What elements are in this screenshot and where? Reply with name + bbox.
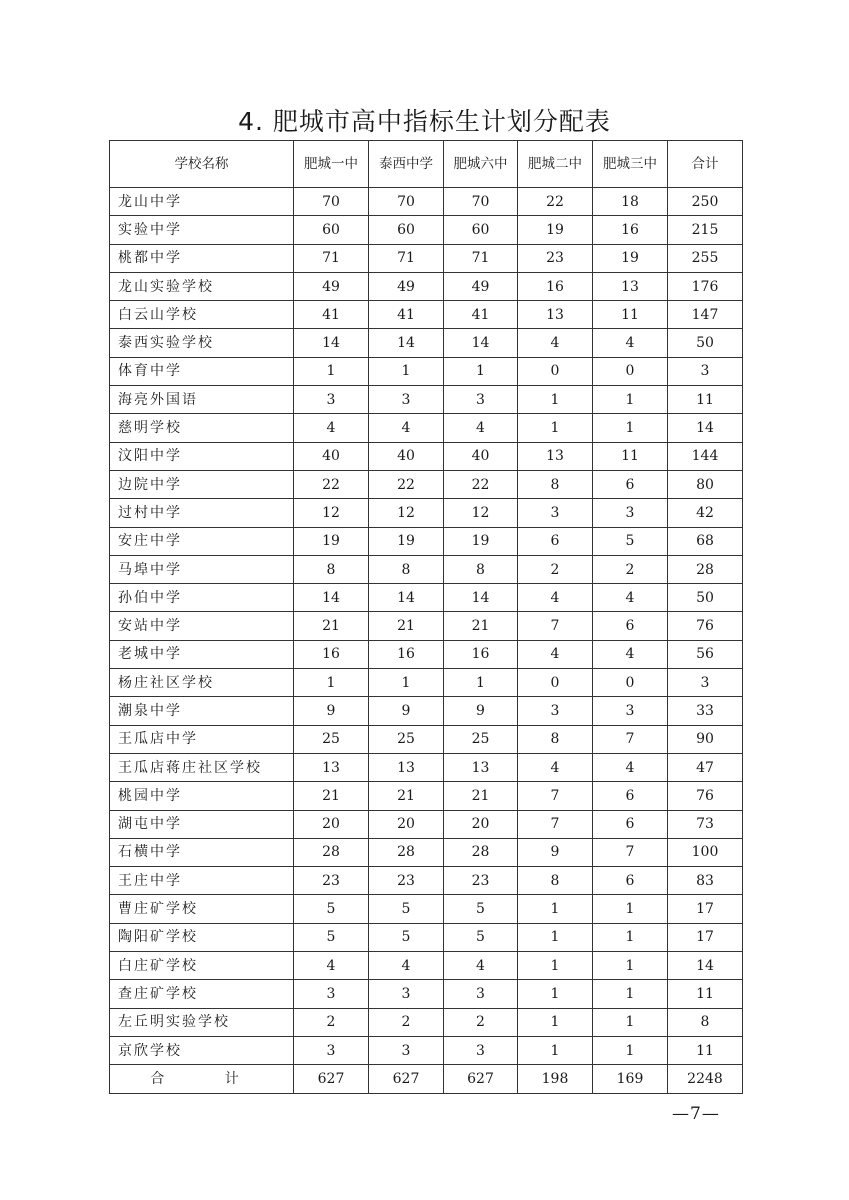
quota-cell: 144	[668, 442, 743, 470]
quota-cell: 4	[518, 753, 593, 781]
quota-cell: 1	[518, 1036, 593, 1064]
table-row	[110, 188, 743, 216]
school-name-cell: 杨庄社区学校	[110, 669, 294, 697]
school-name-cell: 安站中学	[110, 612, 294, 640]
quota-cell: 1	[444, 669, 518, 697]
header-school-name: 学校名称	[110, 141, 294, 188]
quota-cell: 3	[593, 697, 668, 725]
quota-cell: 3	[518, 499, 593, 527]
school-name-cell: 马埠中学	[110, 555, 294, 583]
quota-cell: 0	[593, 669, 668, 697]
quota-cell: 1	[294, 357, 369, 385]
table-row	[110, 640, 743, 668]
school-name-cell: 泰西实验学校	[110, 329, 294, 357]
quota-cell: 70	[444, 188, 518, 216]
quota-cell: 5	[369, 895, 444, 923]
quota-cell: 16	[593, 216, 668, 244]
school-name-cell: 慈明学校	[110, 414, 294, 442]
quota-cell: 60	[369, 216, 444, 244]
header-feicheng-no6: 肥城六中	[444, 141, 518, 188]
school-name-cell: 左丘明实验学校	[110, 1008, 294, 1036]
quota-cell: 0	[518, 669, 593, 697]
school-name-cell: 陶阳矿学校	[110, 923, 294, 951]
quota-cell: 33	[668, 697, 743, 725]
quota-cell: 18	[593, 188, 668, 216]
quota-cell: 22	[369, 470, 444, 498]
table-row	[110, 1008, 743, 1036]
quota-cell: 1	[593, 1036, 668, 1064]
school-name-cell: 石横中学	[110, 838, 294, 866]
quota-cell: 21	[294, 782, 369, 810]
quota-cell: 7	[518, 810, 593, 838]
quota-cell: 50	[668, 584, 743, 612]
quota-cell: 28	[444, 838, 518, 866]
quota-cell: 14	[294, 584, 369, 612]
quota-cell: 40	[369, 442, 444, 470]
quota-cell: 23	[518, 244, 593, 272]
table-row	[110, 272, 743, 300]
quota-cell: 3	[369, 1036, 444, 1064]
header-feicheng-no2: 肥城二中	[518, 141, 593, 188]
quota-cell: 4	[593, 584, 668, 612]
quota-cell: 60	[444, 216, 518, 244]
quota-cell: 4	[518, 329, 593, 357]
quota-cell: 22	[294, 470, 369, 498]
quota-cell: 3	[668, 669, 743, 697]
table-row	[110, 980, 743, 1008]
quota-cell: 7	[518, 782, 593, 810]
quota-cell: 17	[668, 923, 743, 951]
quota-cell: 16	[444, 640, 518, 668]
table-row	[110, 386, 743, 414]
quota-cell: 21	[294, 612, 369, 640]
quota-cell: 1	[593, 414, 668, 442]
table-row	[110, 244, 743, 272]
table-row	[110, 470, 743, 498]
quota-cell: 1	[518, 895, 593, 923]
quota-cell: 13	[369, 753, 444, 781]
total-cell: 169	[593, 1065, 668, 1093]
quota-cell: 1	[518, 1008, 593, 1036]
quota-cell: 3	[369, 386, 444, 414]
quota-cell: 49	[294, 272, 369, 300]
quota-cell: 14	[444, 329, 518, 357]
quota-cell: 40	[294, 442, 369, 470]
table-row	[110, 584, 743, 612]
quota-cell: 22	[444, 470, 518, 498]
school-name-cell: 孙伯中学	[110, 584, 294, 612]
table-row	[110, 527, 743, 555]
quota-cell: 16	[294, 640, 369, 668]
quota-cell: 16	[369, 640, 444, 668]
header-feicheng-no3: 肥城三中	[593, 141, 668, 188]
total-cell: 627	[369, 1065, 444, 1093]
quota-cell: 25	[294, 725, 369, 753]
quota-cell: 76	[668, 612, 743, 640]
header-taixi: 泰西中学	[369, 141, 444, 188]
page-number: —7—	[672, 1104, 720, 1124]
quota-cell: 4	[518, 640, 593, 668]
header-total: 合计	[668, 141, 743, 188]
school-name-cell: 龙山中学	[110, 188, 294, 216]
quota-cell: 13	[518, 442, 593, 470]
quota-cell: 5	[294, 895, 369, 923]
table-header-row	[110, 141, 743, 188]
quota-cell: 28	[294, 838, 369, 866]
quota-cell: 8	[369, 555, 444, 583]
quota-cell: 6	[518, 527, 593, 555]
quota-cell: 1	[593, 386, 668, 414]
quota-cell: 1	[593, 980, 668, 1008]
school-name-cell: 白庄矿学校	[110, 952, 294, 980]
school-name-cell: 安庄中学	[110, 527, 294, 555]
quota-cell: 4	[593, 753, 668, 781]
table-row	[110, 923, 743, 951]
table-row	[110, 895, 743, 923]
quota-cell: 9	[369, 697, 444, 725]
allocation-table	[109, 140, 743, 1094]
quota-cell: 8	[518, 470, 593, 498]
quota-cell: 13	[444, 753, 518, 781]
quota-cell: 68	[668, 527, 743, 555]
quota-cell: 255	[668, 244, 743, 272]
quota-cell: 9	[294, 697, 369, 725]
quota-cell: 1	[518, 980, 593, 1008]
quota-cell: 42	[668, 499, 743, 527]
quota-cell: 2	[444, 1008, 518, 1036]
quota-cell: 1	[518, 923, 593, 951]
school-name-cell: 体育中学	[110, 357, 294, 385]
table-row	[110, 867, 743, 895]
quota-cell: 250	[668, 188, 743, 216]
school-name-cell: 过村中学	[110, 499, 294, 527]
quota-cell: 14	[294, 329, 369, 357]
quota-cell: 4	[593, 640, 668, 668]
quota-cell: 13	[518, 301, 593, 329]
quota-cell: 40	[444, 442, 518, 470]
quota-cell: 1	[518, 414, 593, 442]
quota-cell: 4	[294, 414, 369, 442]
table-row	[110, 782, 743, 810]
quota-cell: 25	[444, 725, 518, 753]
school-name-cell: 王瓜店中学	[110, 725, 294, 753]
quota-cell: 76	[668, 782, 743, 810]
quota-cell: 70	[369, 188, 444, 216]
quota-cell: 14	[444, 584, 518, 612]
quota-cell: 5	[444, 895, 518, 923]
school-name-cell: 海亮外国语	[110, 386, 294, 414]
school-name-cell: 老城中学	[110, 640, 294, 668]
quota-cell: 1	[593, 923, 668, 951]
school-name-cell: 实验中学	[110, 216, 294, 244]
table-row	[110, 725, 743, 753]
quota-cell: 14	[668, 414, 743, 442]
quota-cell: 83	[668, 867, 743, 895]
quota-cell: 8	[444, 555, 518, 583]
total-cell: 2248	[668, 1065, 743, 1093]
table-row	[110, 216, 743, 244]
quota-cell: 23	[294, 867, 369, 895]
table-row	[110, 1036, 743, 1064]
table-row	[110, 669, 743, 697]
school-name-cell: 湖屯中学	[110, 810, 294, 838]
quota-cell: 1	[593, 895, 668, 923]
quota-cell: 7	[593, 838, 668, 866]
school-name-cell: 白云山学校	[110, 301, 294, 329]
school-name-cell: 汶阳中学	[110, 442, 294, 470]
quota-cell: 14	[369, 584, 444, 612]
table-row	[110, 301, 743, 329]
table-row	[110, 442, 743, 470]
school-name-cell: 京欣学校	[110, 1036, 294, 1064]
quota-cell: 11	[593, 301, 668, 329]
quota-cell: 49	[444, 272, 518, 300]
total-cell: 198	[518, 1065, 593, 1093]
quota-cell: 3	[668, 357, 743, 385]
quota-cell: 19	[444, 527, 518, 555]
school-name-cell: 桃园中学	[110, 782, 294, 810]
quota-cell: 16	[518, 272, 593, 300]
quota-cell: 50	[668, 329, 743, 357]
header-feicheng-no1: 肥城一中	[294, 141, 369, 188]
quota-cell: 13	[593, 272, 668, 300]
quota-cell: 60	[294, 216, 369, 244]
quota-cell: 7	[518, 612, 593, 640]
quota-cell: 8	[518, 725, 593, 753]
quota-cell: 176	[668, 272, 743, 300]
quota-cell: 12	[444, 499, 518, 527]
table-row	[110, 357, 743, 385]
school-name-cell: 曹庄矿学校	[110, 895, 294, 923]
quota-cell: 56	[668, 640, 743, 668]
school-name-cell: 潮泉中学	[110, 697, 294, 725]
table-row	[110, 838, 743, 866]
quota-cell: 4	[369, 414, 444, 442]
quota-cell: 4	[518, 584, 593, 612]
quota-cell: 2	[369, 1008, 444, 1036]
school-name-cell: 王庄中学	[110, 867, 294, 895]
quota-cell: 41	[444, 301, 518, 329]
quota-cell: 70	[294, 188, 369, 216]
table-row	[110, 329, 743, 357]
quota-cell: 5	[294, 923, 369, 951]
table-row	[110, 697, 743, 725]
quota-cell: 11	[668, 386, 743, 414]
quota-cell: 0	[593, 357, 668, 385]
table-row	[110, 555, 743, 583]
quota-cell: 47	[668, 753, 743, 781]
quota-cell: 73	[668, 810, 743, 838]
quota-cell: 6	[593, 612, 668, 640]
quota-cell: 7	[593, 725, 668, 753]
quota-cell: 1	[444, 357, 518, 385]
quota-cell: 8	[518, 867, 593, 895]
quota-cell: 12	[369, 499, 444, 527]
quota-cell: 3	[593, 499, 668, 527]
total-cell: 627	[444, 1065, 518, 1093]
quota-cell: 3	[444, 1036, 518, 1064]
quota-cell: 6	[593, 810, 668, 838]
page-title: 4. 肥城市高中指标生计划分配表	[238, 107, 611, 136]
school-name-cell: 龙山实验学校	[110, 272, 294, 300]
school-name-cell: 查庄矿学校	[110, 980, 294, 1008]
quota-cell: 28	[668, 555, 743, 583]
quota-cell: 41	[369, 301, 444, 329]
quota-cell: 21	[369, 782, 444, 810]
quota-cell: 20	[369, 810, 444, 838]
quota-cell: 13	[294, 753, 369, 781]
quota-cell: 1	[369, 669, 444, 697]
quota-cell: 19	[518, 216, 593, 244]
quota-cell: 19	[369, 527, 444, 555]
total-label: 合 计	[110, 1065, 294, 1093]
quota-cell: 8	[294, 555, 369, 583]
table-row	[110, 810, 743, 838]
quota-cell: 2	[593, 555, 668, 583]
quota-cell: 19	[294, 527, 369, 555]
quota-cell: 3	[294, 386, 369, 414]
quota-cell: 147	[668, 301, 743, 329]
quota-cell: 5	[369, 923, 444, 951]
quota-cell: 19	[593, 244, 668, 272]
school-name-cell: 桃都中学	[110, 244, 294, 272]
quota-cell: 17	[668, 895, 743, 923]
quota-cell: 23	[369, 867, 444, 895]
quota-cell: 21	[444, 782, 518, 810]
quota-cell: 3	[294, 980, 369, 1008]
quota-cell: 5	[593, 527, 668, 555]
quota-cell: 1	[294, 669, 369, 697]
quota-cell: 2	[518, 555, 593, 583]
quota-cell: 3	[444, 980, 518, 1008]
table-body	[110, 188, 743, 1065]
table-total-row	[110, 1065, 743, 1093]
quota-cell: 14	[369, 329, 444, 357]
quota-cell: 11	[668, 1036, 743, 1064]
quota-cell: 4	[444, 952, 518, 980]
quota-cell: 3	[518, 697, 593, 725]
total-cell: 627	[294, 1065, 369, 1093]
quota-cell: 1	[593, 1008, 668, 1036]
table-row	[110, 612, 743, 640]
quota-cell: 4	[294, 952, 369, 980]
quota-cell: 2	[294, 1008, 369, 1036]
quota-cell: 21	[444, 612, 518, 640]
quota-cell: 71	[369, 244, 444, 272]
quota-cell: 100	[668, 838, 743, 866]
quota-cell: 21	[369, 612, 444, 640]
quota-cell: 215	[668, 216, 743, 244]
quota-cell: 41	[294, 301, 369, 329]
quota-cell: 9	[444, 697, 518, 725]
table-row	[110, 753, 743, 781]
quota-cell: 1	[369, 357, 444, 385]
quota-cell: 4	[369, 952, 444, 980]
quota-cell: 11	[668, 980, 743, 1008]
quota-cell: 22	[518, 188, 593, 216]
quota-cell: 4	[593, 329, 668, 357]
school-name-cell: 边院中学	[110, 470, 294, 498]
quota-cell: 14	[668, 952, 743, 980]
quota-cell: 20	[294, 810, 369, 838]
quota-cell: 6	[593, 782, 668, 810]
quota-cell: 8	[668, 1008, 743, 1036]
quota-cell: 6	[593, 470, 668, 498]
quota-cell: 3	[444, 386, 518, 414]
quota-cell: 90	[668, 725, 743, 753]
quota-cell: 4	[444, 414, 518, 442]
quota-cell: 6	[593, 867, 668, 895]
quota-cell: 23	[444, 867, 518, 895]
quota-cell: 20	[444, 810, 518, 838]
quota-cell: 3	[369, 980, 444, 1008]
quota-cell: 28	[369, 838, 444, 866]
quota-cell: 3	[294, 1036, 369, 1064]
table-row	[110, 952, 743, 980]
quota-cell: 0	[518, 357, 593, 385]
quota-cell: 5	[444, 923, 518, 951]
quota-cell: 25	[369, 725, 444, 753]
quota-cell: 71	[294, 244, 369, 272]
quota-cell: 1	[518, 952, 593, 980]
quota-cell: 49	[369, 272, 444, 300]
quota-cell: 9	[518, 838, 593, 866]
table-row	[110, 499, 743, 527]
quota-cell: 1	[518, 386, 593, 414]
quota-cell: 11	[593, 442, 668, 470]
quota-cell: 1	[593, 952, 668, 980]
table-row	[110, 414, 743, 442]
quota-cell: 80	[668, 470, 743, 498]
quota-cell: 12	[294, 499, 369, 527]
quota-cell: 71	[444, 244, 518, 272]
school-name-cell: 王瓜店蒋庄社区学校	[110, 753, 294, 781]
